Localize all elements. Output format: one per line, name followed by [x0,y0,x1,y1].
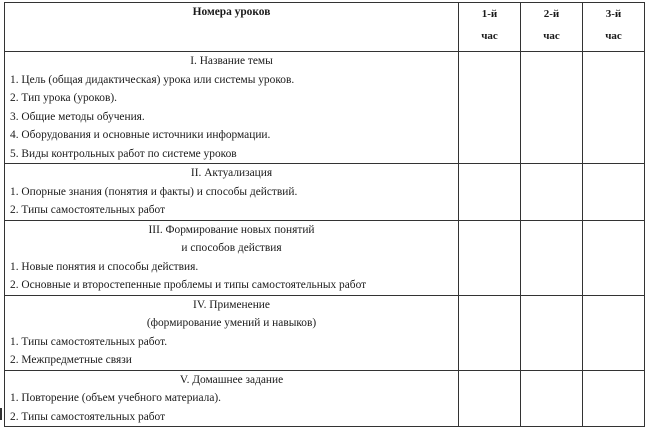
section-row-2 [5,164,645,221]
hour-cell [521,295,583,370]
section-item: 1. Новые понятия и способы действия. [10,260,199,273]
section-item: 2. Типы самостоятельных работ [10,410,166,423]
header-row [5,3,645,52]
section-item: 2. Типы самостоятельных работ [10,204,166,216]
section-item: 4. Оборудования и основные источники информации. [10,129,271,141]
header-hour-2: 2-й час [521,3,583,52]
section-title: III. Формирование новых понятий [148,223,315,236]
section-item: 1. Опорные знания (понятия и факты) и способы действий. [10,185,298,198]
hour-cell [459,220,521,295]
section-title: и способов действия [181,242,282,254]
hour-cell [521,52,583,164]
section-title: (формирование умений и навыков) [146,317,317,329]
section-item: 1. Повторение (объем учебного материала). [10,392,222,404]
section-item: 5. Виды контрольных работ по системе уроков [10,147,237,160]
section-title: V. Домашнее задание [179,373,284,386]
hour-cell [583,295,645,370]
section-item: 1. Цель (общая дидактическая) урока или системы уроков. [10,73,295,86]
section-cell-2 [5,164,459,221]
hour-cell [521,164,583,221]
hour-cell [521,220,583,295]
margin-mark [0,408,2,420]
hour-cell [459,164,521,221]
section-cell-4 [5,295,459,370]
hour-cell [459,52,521,164]
hour-cell [459,295,521,370]
section-title: IV. Применение [193,298,270,311]
lesson-plan-table [4,2,645,427]
header-lesson-numbers: Номера уроков [5,3,459,52]
section-row-3 [5,220,645,295]
section-item: 2. Основные и второстепенные проблемы и типы самостоятельных работ [10,279,367,291]
section-item: 2. Межпредметные связи [10,354,132,366]
section-item: 2. Тип урока (уроков). [10,92,118,104]
section-cell-1 [5,52,459,164]
header-hour-3: 3-й час [583,3,645,52]
header-hour-1: 1-й час [459,3,521,52]
hour-cell [583,52,645,164]
section-row-5 [5,370,645,427]
section-item: 3. Общие методы обучения. [10,110,145,123]
section-title: I. Название темы [190,55,273,67]
section-item: 1. Типы самостоятельных работ. [10,335,168,348]
section-cell-5 [5,370,459,427]
hour-cell [583,164,645,221]
hour-cell [583,370,645,427]
section-cell-3 [5,220,459,295]
hour-cell [521,370,583,427]
section-row-1 [5,52,645,164]
section-row-4 [5,295,645,370]
hour-cell [459,370,521,427]
section-title: II. Актуализация [190,167,273,179]
hour-cell [583,220,645,295]
